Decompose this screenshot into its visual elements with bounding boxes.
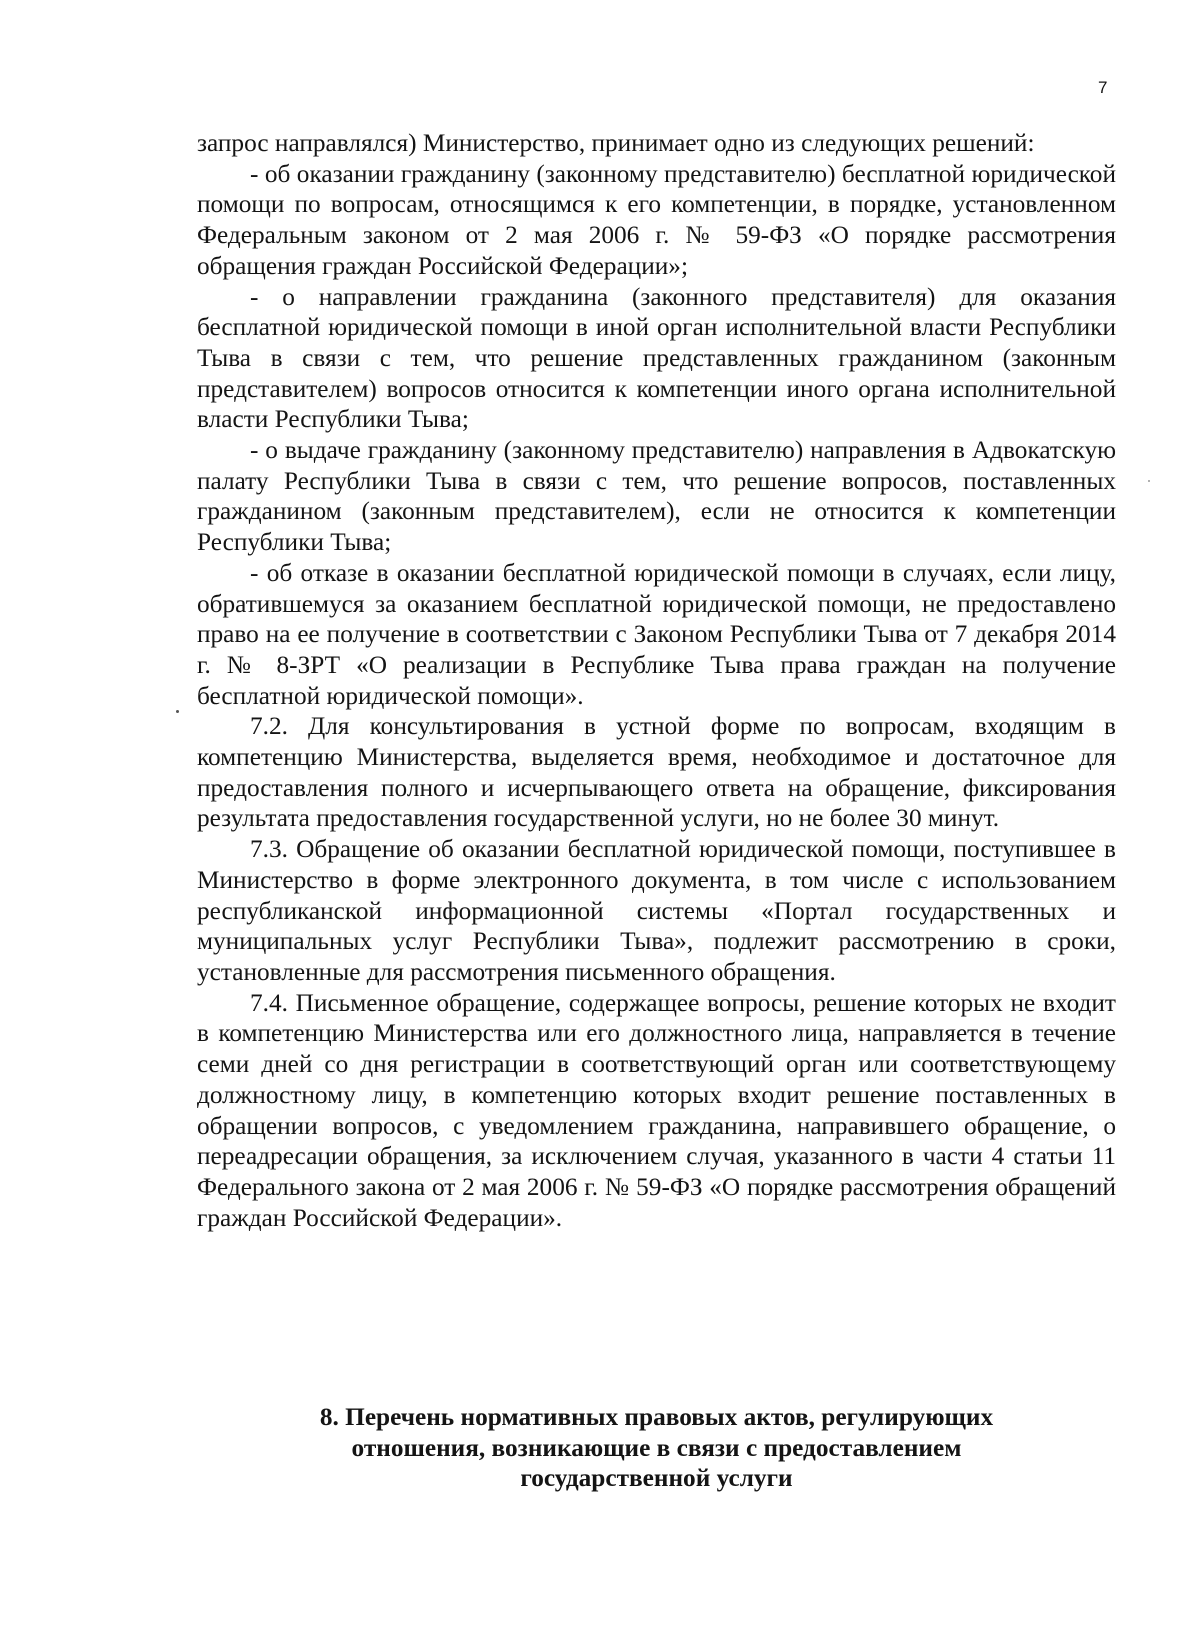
section-heading-8 (197, 1402, 1116, 1494)
paragraph-decision-refusal: - об отказе в оказании бесплатной юридической помощи в случаях, если лицу, обратившемуся за оказанием бесплатной юридической помощи, не предоставлено право на ее получение в соответствии с Законом Республики Тыва от 7 декабря 2014 г. № 8-ЗРТ «О реализации в Республике Тыва права граждан на получение бесплатной юридической помощи». (197, 558, 1116, 710)
paragraph-decision-redirect-organ: - о направлении гражданина (законного представителя) для оказания бесплатной юридической помощи в иной орган исполнительной власти Республики Тыва в связи с тем, что решение представленных гражданином (законным представителем) вопросов относится к компетенции иного органа исполнительной власти Республики Тыва; (197, 282, 1116, 434)
section-heading-line: государственной услуги (520, 1464, 793, 1493)
document-body (197, 128, 1116, 1233)
paragraph-7-3: 7.3. Обращение об оказании бесплатной юридической помощи, поступившее в Министерство в форме электронного документа, в том числе с использованием республиканской информационной системы «Портал государственных и муниципальных услуг Республики Тыва», подлежит рассмотрению в сроки, установленные для рассмотрения письменного обращения. (197, 835, 1116, 986)
paragraph-decision-provide-help: - об оказании гражданину (законному представителю) бесплатной юридической помощи по вопросам, относящимся к его компетенции, в порядке, установленном Федеральным законом от 2 мая 2006 г. № 59-ФЗ «О порядке рассмотрения обращения граждан Российской Федерации»; (197, 159, 1116, 280)
paragraph-7-4: 7.4. Письменное обращение, содержащее вопросы, решение которых не входит в компетенцию Министерства или его должностного лица, направляется в течение семи дней со дня регистрации в соответствующий орган или соответствующему должностному лицу, в компетенцию которых входит решение поставленных в обращении вопросов, с уведомлением гражданина, направившего обращение, о переадресации обращения, за исключением случая, указанного в части 4 статьи 11 Федерального закона от 2 мая 2006 г. № 59-ФЗ «О порядке рассмотрения обращений граждан Российской Федерации». (197, 988, 1116, 1232)
section-heading-line: 8. Перечень нормативных правовых актов, регулирующих (319, 1403, 994, 1431)
page-number: 7 (1098, 78, 1108, 97)
scan-speck (1148, 480, 1150, 482)
paragraph-7-2: 7.2. Для консультирования в устной форме по вопросам, входящим в компетенцию Министерства, выделяется время, необходимое и достаточное для предоставления полного и исчерпывающего ответа на обращение, фиксирования результата предоставления государственной услуги, но не более 30 минут. (197, 712, 1116, 833)
section-heading-line: отношения, возникающие в связи с предоставлением (351, 1433, 962, 1462)
paragraph-continuation: запрос направлялся) Министерство, принимает одно из следующих решений: (197, 129, 1035, 157)
paragraph-decision-bar-chamber: - о выдаче гражданину (законному представителю) направления в Адвокатскую палату Республики Тыва в связи с тем, что решение вопросов, поставленных гражданином (законным представителем), если не относится к компетенции Республики Тыва; (197, 436, 1116, 557)
scan-speck (176, 710, 179, 713)
